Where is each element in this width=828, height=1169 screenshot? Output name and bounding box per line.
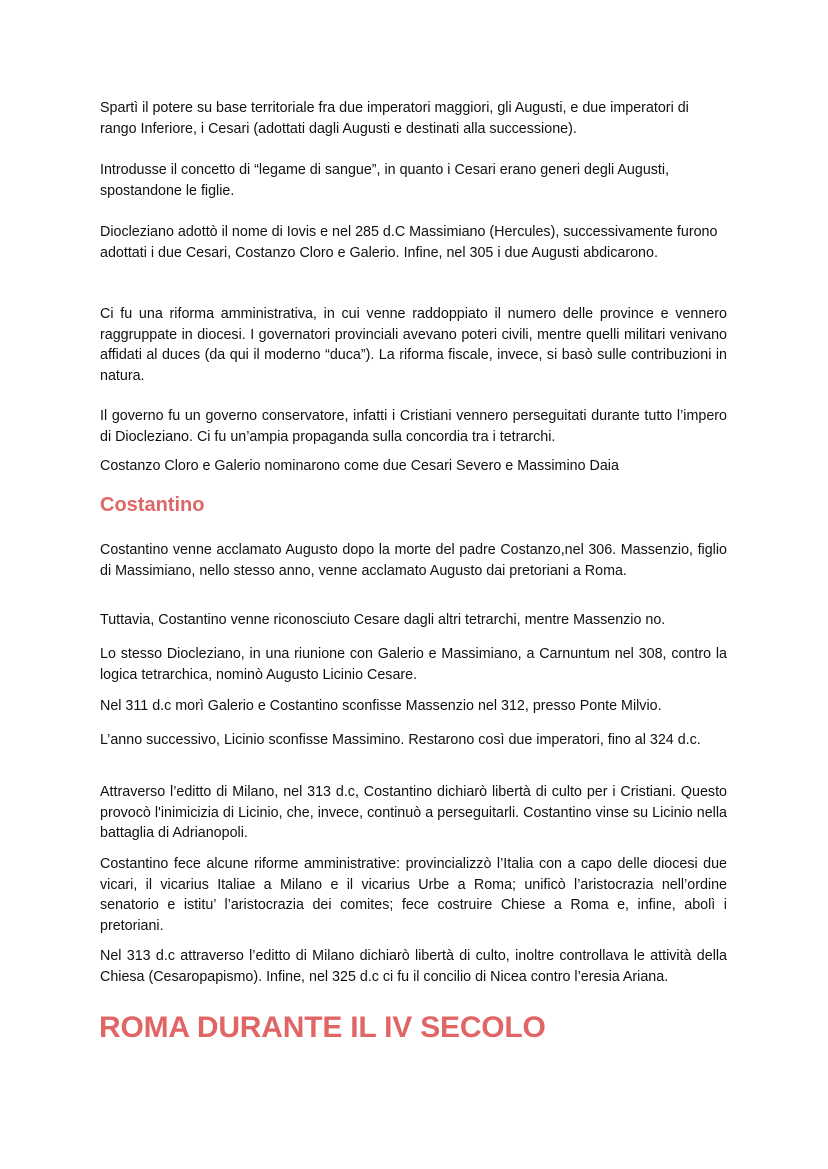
paragraph-carnuntum: Lo stesso Diocleziano, in una riunione con Galerio e Massimiano, a Carnuntum nel 308, contro la logica tetrarchica, nominò Augusto Licinio Cesare. <box>100 646 727 683</box>
paragraph-cesari: Costanzo Cloro e Galerio nominarono come due Cesari Severo e Massimino Daia <box>100 458 619 474</box>
paragraph-tetrarchy: Spartì il potere su base territoriale fra due imperatori maggiori, gli Augusti, e due imperatori di rango Inferiore, i Cesari (adottati dagli Augusti e destinati alla successione). <box>100 100 689 137</box>
paragraph-diocleziano: Diocleziano adottò il nome di Iovis e nel 285 d.C Massimiano (Hercules), successivamente furono adottati i due Cesari, Costanzo Cloro e Galerio. Infine, nel 305 i due Augusti abdicarono. <box>100 224 718 261</box>
paragraph-admin-reform: Ci fu una riforma amministrativa, in cui venne raddoppiato il numero delle province e vennero raggruppate in diocesi. I governatori provinciali avevano poteri civili, mentre quelli militari venivano affidati al duces (da qui il moderno “duca”). La riforma fiscale, invece, si basò sulle contribuzioni in natura. <box>100 306 727 384</box>
paragraph-ponte-milvio: Nel 311 d.c morì Galerio e Costantino sconfisse Massenzio nel 312, presso Ponte Milvio. <box>100 698 662 714</box>
paragraph-editto: Attraverso l’editto di Milano, nel 313 d.c, Costantino dichiarò libertà di culto per i Cristiani. Questo provocò l'inimicizia di Licinio, che, invece, continuò a perseguitarli. Costantino vinse su Licinio nella battaglia di Adrianopoli. <box>100 784 727 841</box>
paragraph-acclamation: Costantino venne acclamato Augusto dopo la morte del padre Costanzo,nel 306. Massenzio, figlio di Massimiano, nello stesso anno, venne acclamato Augusto dai pretoriani a Roma. <box>100 542 727 579</box>
paragraph-riforme: Costantino fece alcune riforme amministrative: provincializzò l’Italia con a capo delle diocesi due vicari, il vicarius Italiae a Milano e il vicarius Urbe a Roma; unificò l’aristocrazia nell’ordine senatorio e istitu’ l’aristocrazia dei comites; fece costruire Chiese a Roma e, infine, abolì i pretoriani. <box>100 856 727 934</box>
heading-costantino: Costantino <box>100 494 205 516</box>
paragraph-nicea: Nel 313 d.c attraverso l’editto di Milano dichiarò libertà di culto, inoltre controllava le attività della Chiesa (Cesaropapismo). Infine, nel 325 d.c ci fu il concilio di Nicea contro l’eresia Ariana. <box>100 948 727 985</box>
paragraph-blood-bond: Introdusse il concetto di “legame di sangue”, in quanto i Cesari erano generi degli Augusti, spostandone le figlie. <box>100 162 670 199</box>
paragraph-recognition: Tuttavia, Costantino venne riconosciuto Cesare dagli altri tetrarchi, mentre Massenzio no. <box>100 612 666 628</box>
paragraph-government: Il governo fu un governo conservatore, infatti i Cristiani vennero perseguitati durante tutto l’impero di Diocleziano. Ci fu un’ampia propaganda sulla concordia tra i tetrarchi. <box>100 408 727 445</box>
paragraph-licinio: L’anno successivo, Licinio sconfisse Massimino. Restarono così due imperatori, fino al 324 d.c. <box>100 732 701 748</box>
heading-roma-iv-secolo: ROMA DURANTE IL IV SECOLO <box>99 1011 546 1044</box>
